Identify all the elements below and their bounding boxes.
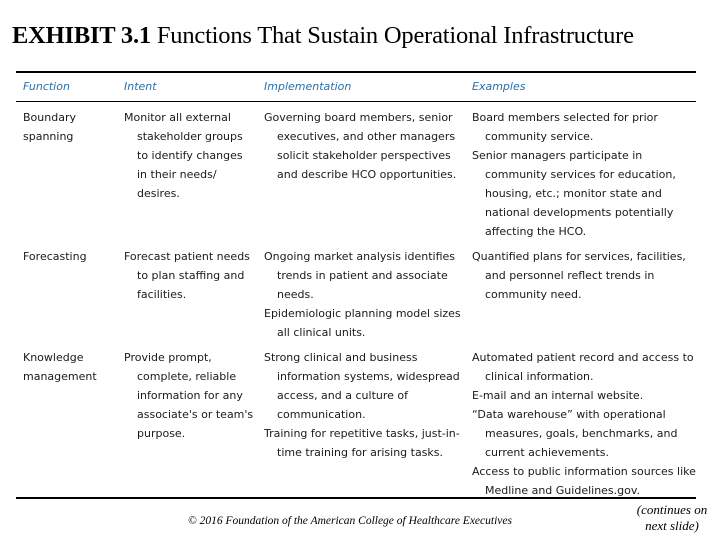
intent-entry: Monitor all external stakeholder groups to identify changes in their needs/ desires. [124, 111, 243, 200]
header-intent: Intent [124, 80, 157, 93]
example-entry: “Data warehouse” with operational measures, goals, benchmarks, and current achievements. [472, 408, 678, 459]
exhibit-title [12, 22, 712, 50]
cell-examples [472, 348, 698, 500]
cell-function [23, 108, 118, 146]
example-entry: Access to public information sources like Medline and Guidelines.gov. [472, 465, 696, 497]
example-entry: Board members selected for prior community service. [472, 111, 658, 143]
cell-intent [124, 348, 254, 443]
intent-entry: Provide prompt, complete, reliable information for any associate's or team's purpose. [124, 351, 254, 440]
cell-function [23, 247, 118, 266]
continues-note: (continues on next slide) [636, 502, 708, 533]
header-implementation: Implementation [264, 80, 352, 93]
function-line: Boundary [23, 111, 76, 124]
cell-examples [472, 247, 698, 304]
header-function: Function [23, 80, 70, 93]
copyright-notice: © 2016 Foundation of the American College of Healthcare Executives [188, 515, 512, 527]
function-line: management [23, 370, 97, 383]
header-rule [16, 101, 696, 102]
exhibit-number: EXHIBIT 3.1 [12, 22, 151, 49]
table-bottom-rule [16, 497, 696, 499]
example-entry: Senior managers participate in community services for education, housing, etc.; monitor state and national developments potentially affecting the HCO. [472, 149, 676, 238]
example-entry: Automated patient record and access to clinical information. [472, 351, 694, 383]
exhibit-title-text: Functions That Sustain Operational Infrastructure [150, 22, 634, 49]
intent-entry: Forecast patient needs to plan staffing and facilities. [124, 250, 250, 301]
function-line: spanning [23, 130, 74, 143]
cell-function [23, 348, 118, 386]
implementation-entry: Epidemiologic planning model sizes all clinical units. [264, 307, 461, 339]
header-examples: Examples [472, 80, 526, 93]
cell-examples [472, 108, 698, 241]
example-entry: E-mail and an internal website. [472, 389, 644, 402]
table-top-rule [16, 71, 696, 73]
implementation-entry: Strong clinical and business information systems, widespread access, and a culture of communication. [264, 351, 460, 421]
cell-implementation [264, 247, 464, 342]
function-line: Knowledge [23, 351, 84, 364]
cell-implementation [264, 348, 464, 462]
cell-intent [124, 247, 254, 304]
cell-implementation [264, 108, 464, 184]
cell-intent [124, 108, 254, 203]
function-line: Forecasting [23, 250, 87, 263]
implementation-entry: Training for repetitive tasks, just-in-time training for arising tasks. [264, 427, 460, 459]
implementation-entry: Governing board members, senior executives, and other managers solicit stakeholder perspectives and describe HCO opportunities. [264, 111, 457, 181]
example-entry: Quantified plans for services, facilities, and personnel reflect trends in community need. [472, 250, 686, 301]
implementation-entry: Ongoing market analysis identifies trends in patient and associate needs. [264, 250, 455, 301]
